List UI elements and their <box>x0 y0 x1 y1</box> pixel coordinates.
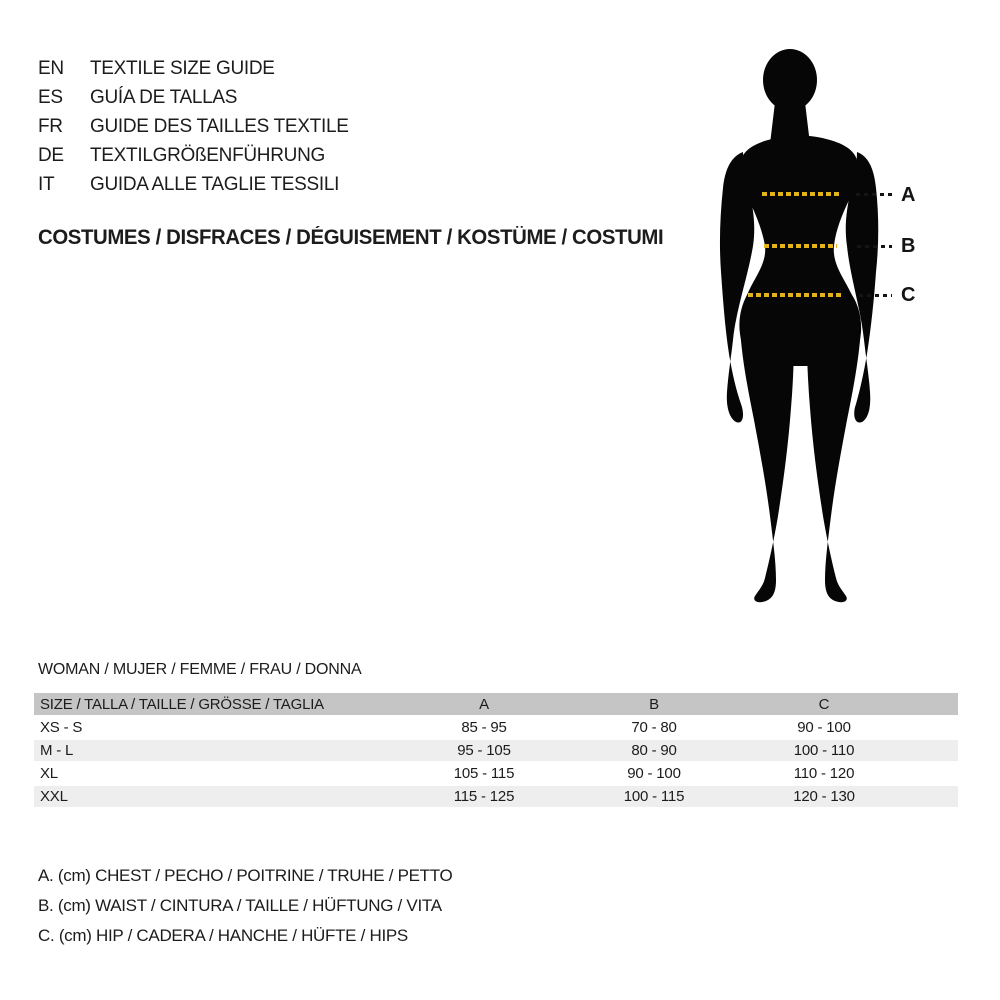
header-col-b: B <box>649 695 659 713</box>
table-row-xl <box>34 763 958 784</box>
language-code: DE <box>38 144 64 166</box>
size-cell: XXL <box>40 788 68 805</box>
value-a: 105 - 115 <box>453 765 515 782</box>
measurement-figure <box>710 48 998 618</box>
header-size-label: SIZE / TALLA / TAILLE / GRÖSSE / TAGLIA <box>40 695 324 713</box>
marker-label-b: B <box>901 235 916 257</box>
language-label: TEXTILGRÖßENFÜHRUNG <box>90 144 325 166</box>
language-code: IT <box>38 173 55 195</box>
legend-hip: C. (cm) HIP / CADERA / HANCHE / HÜFTE / HIPS <box>38 926 408 945</box>
value-c: 90 - 100 <box>797 719 851 736</box>
size-cell: XS - S <box>40 719 83 736</box>
language-list <box>38 54 349 199</box>
table-row-xs-s <box>34 717 958 738</box>
language-label: TEXTILE SIZE GUIDE <box>90 57 275 79</box>
hip-measure-line <box>748 293 844 297</box>
table-row-m-l <box>34 740 958 761</box>
section-title-woman: WOMAN / MUJER / FEMME / FRAU / DONNA <box>38 661 362 678</box>
legend-chest: A. (cm) CHEST / PECHO / POITRINE / TRUHE / PETTO <box>38 866 453 885</box>
language-code: FR <box>38 115 63 137</box>
language-code: ES <box>38 86 63 108</box>
value-b: 70 - 80 <box>631 719 677 736</box>
header-col-c: C <box>818 695 830 713</box>
value-a: 95 - 105 <box>457 742 511 759</box>
table-row-xxl <box>34 786 958 807</box>
value-b: 90 - 100 <box>627 765 681 782</box>
language-code: EN <box>38 57 64 79</box>
size-table-header <box>34 693 958 715</box>
language-row-fr <box>38 112 349 141</box>
language-row-es <box>38 83 349 112</box>
measurement-legend <box>38 861 452 951</box>
value-c: 110 - 120 <box>793 765 855 782</box>
language-row-en <box>38 54 349 83</box>
category-title: COSTUMES / DISFRACES / DÉGUISEMENT / KOSTÜME / COSTUMI <box>38 226 664 249</box>
language-row-de <box>38 141 349 170</box>
waist-callout-line <box>857 245 892 248</box>
woman-silhouette-icon <box>710 48 890 610</box>
hip-callout-line <box>859 294 892 297</box>
size-cell: M - L <box>40 742 74 759</box>
chest-callout-line <box>856 193 892 196</box>
marker-label-a: A <box>901 184 916 206</box>
size-table <box>34 693 958 809</box>
chest-measure-line <box>762 192 841 196</box>
value-c: 120 - 130 <box>793 788 855 805</box>
language-label: GUIDA ALLE TAGLIE TESSILI <box>90 173 340 195</box>
language-label: GUÍA DE TALLAS <box>90 86 238 108</box>
marker-label-c: C <box>901 284 916 306</box>
value-b: 80 - 90 <box>631 742 677 759</box>
value-c: 100 - 110 <box>793 742 855 759</box>
value-a: 115 - 125 <box>453 788 515 805</box>
language-row-it <box>38 170 349 199</box>
waist-measure-line <box>764 244 837 248</box>
value-a: 85 - 95 <box>461 719 507 736</box>
header-col-a: A <box>479 695 489 713</box>
legend-waist: B. (cm) WAIST / CINTURA / TAILLE / HÜFTUNG / VITA <box>38 896 442 915</box>
language-label: GUIDE DES TAILLES TEXTILE <box>90 115 349 137</box>
value-b: 100 - 115 <box>623 788 685 805</box>
size-cell: XL <box>40 765 58 782</box>
